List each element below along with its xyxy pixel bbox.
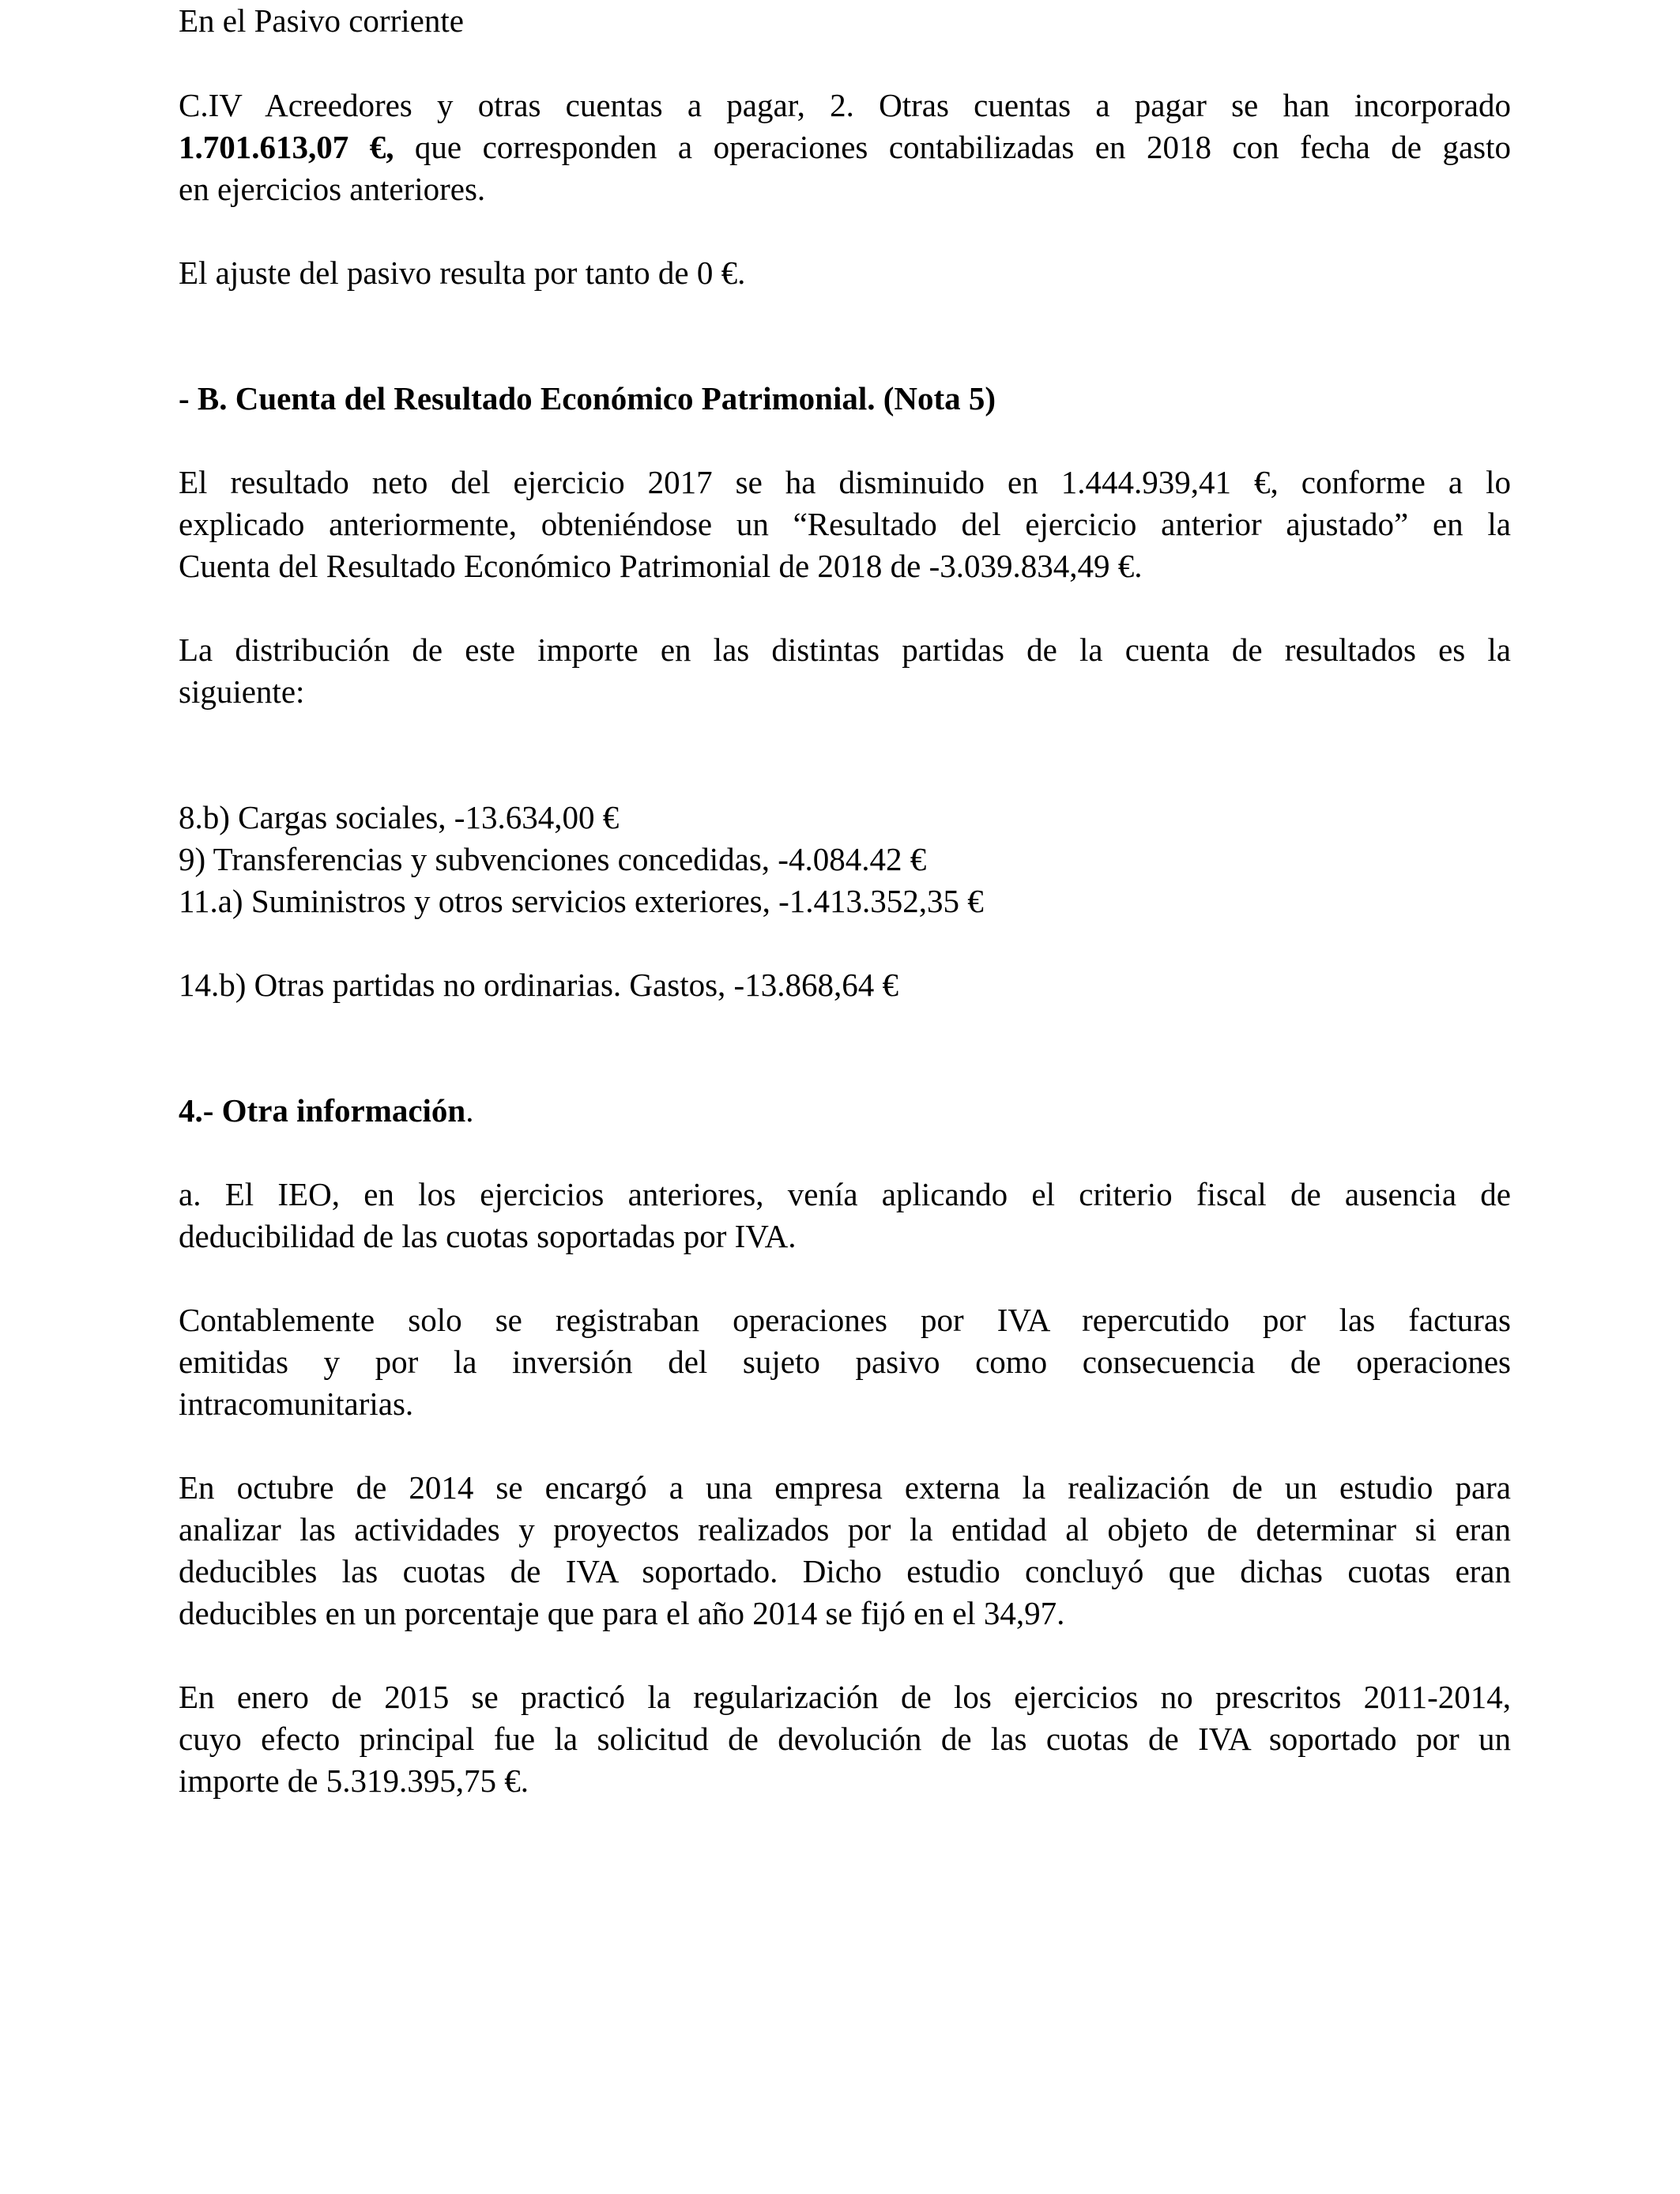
- line-text: emitidas y por la inversión del sujeto pasivo como consecuencia de operaciones: [179, 1344, 1511, 1380]
- paragraph-line: [179, 1551, 1511, 1593]
- paragraph-line: [179, 629, 1511, 671]
- section-heading-pasivo: [179, 0, 464, 42]
- paragraph-line: [179, 1509, 1511, 1551]
- line-text: En enero de 2015 se practicó la regularización de los ejercicios no prescritos 2011-2014,: [179, 1679, 1511, 1715]
- list-item-text: 11.a) Suministros y otros servicios exteriores, -1.413.352,35 €: [179, 883, 984, 919]
- list-item: [179, 880, 984, 922]
- paragraph-line: [179, 252, 745, 294]
- list-item-text: 9) Transferencias y subvenciones concedidas, -4.084.42 €: [179, 841, 927, 877]
- paragraph-line: [179, 1341, 1511, 1383]
- heading-tail: .: [465, 1092, 474, 1129]
- paragraph-line: [179, 545, 1143, 587]
- line-text: analizar las actividades y proyectos realizados por la entidad al objeto de determinar si eran: [179, 1511, 1511, 1547]
- line-text: siguiente:: [179, 673, 305, 710]
- list-item-text: 8.b) Cargas sociales, -13.634,00 €: [179, 799, 620, 835]
- line-text: que corresponden a operaciones contabilizadas en 2018 con fecha de gasto: [394, 129, 1512, 165]
- section-heading-cuenta-resultado: [179, 378, 996, 420]
- list-item: [179, 839, 926, 880]
- paragraph-line: [179, 1676, 1511, 1718]
- paragraph-line: [179, 1467, 1511, 1509]
- line-text: a. El IEO, en los ejercicios anteriores, venía aplicando el criterio fiscal de ausencia de: [179, 1176, 1511, 1212]
- paragraph-line: [179, 1174, 1511, 1216]
- line-text: intracomunitarias.: [179, 1385, 414, 1422]
- paragraph-line: [179, 126, 1511, 168]
- paragraph-line: [179, 1383, 413, 1425]
- line-text: Cuenta del Resultado Económico Patrimonial de 2018 de -3.039.834,49 €.: [179, 548, 1143, 584]
- line-text: El ajuste del pasivo resulta por tanto de 0 €.: [179, 254, 746, 291]
- line-text: explicado anteriormente, obteniéndose un “Resultado del ejercicio anterior ajustado” en la: [179, 506, 1511, 542]
- paragraph-line: [179, 462, 1511, 503]
- paragraph-line: [179, 1216, 796, 1257]
- section-heading-otra-informacion: [179, 1090, 473, 1132]
- line-text: El resultado neto del ejercicio 2017 se ha disminuido en 1.444.939,41 €, conforme a lo: [179, 464, 1511, 500]
- paragraph-line: [179, 671, 304, 713]
- list-item: [179, 797, 619, 839]
- heading-text: En el Pasivo corriente: [179, 2, 464, 39]
- line-text: deducibles las cuotas de IVA soportado. Dicho estudio concluyó que dichas cuotas eran: [179, 1553, 1511, 1589]
- list-item: [179, 964, 898, 1006]
- paragraph-line: [179, 1718, 1511, 1760]
- paragraph-line: [179, 1593, 1064, 1634]
- paragraph-line: [179, 1299, 1511, 1341]
- paragraph-line: [179, 85, 1511, 126]
- line-text: deducibles en un porcentaje que para el año 2014 se fijó en el 34,97.: [179, 1595, 1065, 1631]
- paragraph-line: [179, 168, 485, 210]
- line-text: importe de 5.319.395,75 €.: [179, 1762, 529, 1799]
- heading-text: - B. Cuenta del Resultado Económico Patrimonial. (Nota 5): [179, 380, 996, 417]
- line-text: Contablemente solo se registraban operaciones por IVA repercutido por las facturas: [179, 1302, 1511, 1338]
- line-text: cuyo efecto principal fue la solicitud de devolución de las cuotas de IVA soportado por un: [179, 1721, 1511, 1757]
- list-item-text: 14.b) Otras partidas no ordinarias. Gastos, -13.868,64 €: [179, 967, 898, 1003]
- line-text: C.IV Acreedores y otras cuentas a pagar, 2. Otras cuentas a pagar se han incorporado: [179, 87, 1511, 123]
- paragraph-line: [179, 1760, 529, 1802]
- paragraph-line: [179, 503, 1511, 545]
- line-text: En octubre de 2014 se encargó a una empresa externa la realización de un estudio para: [179, 1469, 1511, 1506]
- line-text: La distribución de este importe en las distintas partidas de la cuenta de resultados es la: [179, 631, 1511, 668]
- line-text: deducibilidad de las cuotas soportadas por IVA.: [179, 1218, 797, 1254]
- bold-amount: 1.701.613,07 €,: [179, 129, 394, 165]
- line-text: en ejercicios anteriores.: [179, 171, 486, 207]
- heading-text: 4.- Otra información: [179, 1092, 466, 1129]
